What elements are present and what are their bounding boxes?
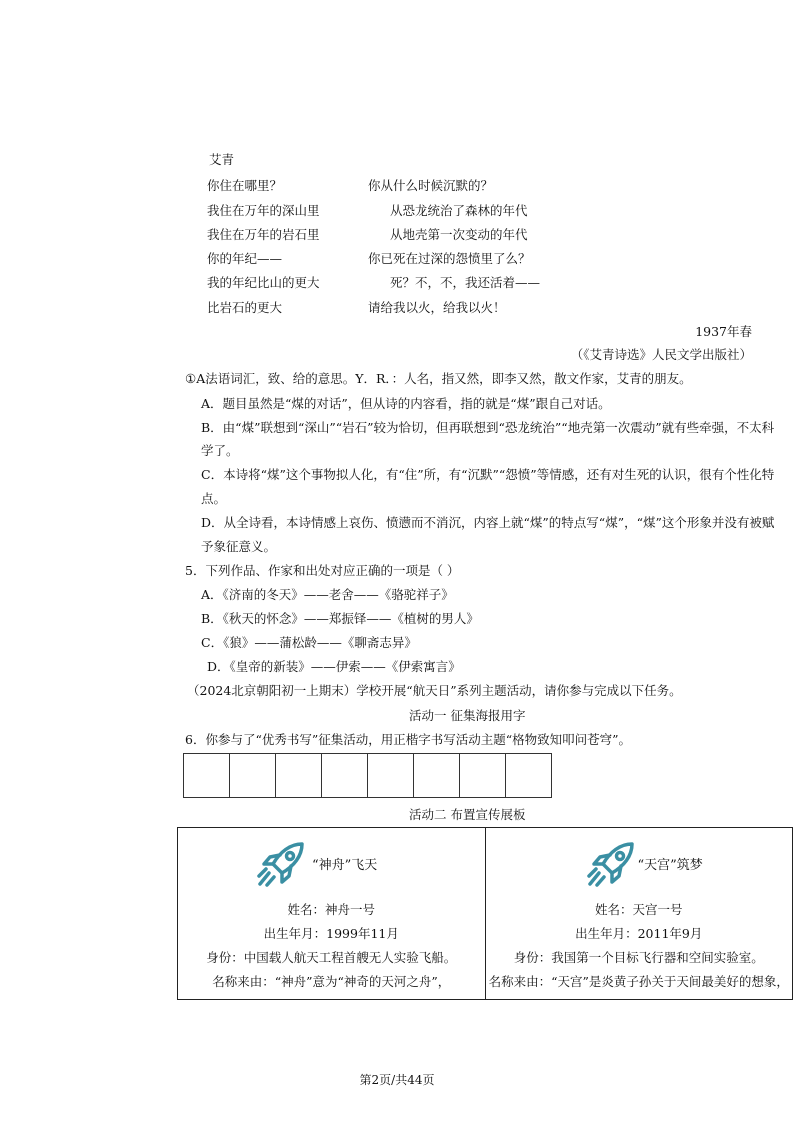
option-text: 予象征意义。 bbox=[201, 539, 277, 554]
panel-name: 姓名：天宫一号 bbox=[594, 902, 683, 917]
writing-grid bbox=[183, 753, 552, 798]
activity-1-heading: 活动一 征集海报用字 bbox=[409, 708, 526, 723]
panel-name: 姓名：神舟一号 bbox=[287, 902, 375, 917]
option-text: 点。 bbox=[201, 491, 227, 506]
poem-right-line: 你已死在过深的怨愤里了么？ bbox=[368, 251, 531, 266]
panel-shenzhou bbox=[178, 828, 486, 999]
option-text: B．《秋天的怀念》——郑振铎——《植树的男人》 bbox=[201, 611, 479, 626]
writing-cell[interactable] bbox=[506, 754, 551, 797]
poem-right-line: 你从什么时候沉默的？ bbox=[368, 178, 494, 193]
poem-date: 1937年春 bbox=[695, 324, 752, 339]
poem-left-line: 我住在万年的岩石里 bbox=[207, 227, 320, 242]
panel-identity: 身份：中国载人航天工程首艘无人实验飞船。 bbox=[206, 950, 457, 965]
poem-left-line: 你的年纪—— bbox=[207, 251, 283, 266]
poem-right-line: 从地壳第一次变动的年代 bbox=[390, 227, 528, 242]
poem-left-line: 我住在万年的深山里 bbox=[207, 203, 320, 218]
panel-origin: 名称来由：“神舟”意为“神奇的天河之舟”， bbox=[212, 974, 451, 989]
option-text: B．由“煤”联想到“深山”“岩石”较为恰切，但再联想到“恐龙统治”“地壳第一次震动”就有些牵强，不太科 bbox=[201, 420, 775, 435]
poem-source: （《艾青诗选》人民文学出版社） bbox=[570, 347, 752, 362]
option-text: C．《狼》——蒲松龄——《聊斋志异》 bbox=[201, 635, 417, 650]
poem-left-line: 你住在哪里？ bbox=[207, 178, 283, 193]
writing-cell[interactable] bbox=[276, 754, 322, 797]
question-5-stem: 5．下列作品、作家和出处对应正确的一项是（ ） bbox=[185, 563, 460, 578]
panel-tiangong bbox=[486, 828, 793, 999]
writing-cell[interactable] bbox=[368, 754, 414, 797]
panel-birth: 出生年月：1999年11月 bbox=[263, 926, 399, 941]
panel-origin: 名称来由：“天宫”是炎黄子孙关于天间最美好的想象， bbox=[488, 974, 789, 989]
poem-right-line: 死？不，不，我还活着—— bbox=[390, 275, 541, 290]
panel-title: “天宫”筑梦 bbox=[637, 858, 703, 873]
option-text: D．《皇帝的新装》——伊索——《伊索寓言》 bbox=[207, 659, 461, 674]
writing-cell[interactable] bbox=[184, 754, 230, 797]
panel-identity: 身份：我国第一个目标飞行器和空间实验室。 bbox=[513, 950, 764, 965]
writing-cell[interactable] bbox=[322, 754, 368, 797]
footnote: ①A法语词汇，致、给的意思。Y．R．：人名，指又然，即李又然，散文作家，艾青的朋友。 bbox=[185, 371, 692, 386]
rocket-icon bbox=[256, 840, 308, 888]
poem-left-line: 比岩石的更大 bbox=[207, 300, 283, 315]
option-text: 学了。 bbox=[201, 443, 239, 458]
poem-right-line: 从恐龙统治了森林的年代 bbox=[390, 203, 528, 218]
rocket-icon bbox=[586, 840, 638, 888]
poem-left-line: 我的年纪比山的更大 bbox=[207, 275, 320, 290]
option-text: D．从全诗看，本诗情感上哀伤、愤懑而不消沉，内容上就“煤”的特点写“煤”，“煤”这个形象并没有被赋 bbox=[201, 515, 775, 530]
poem-right-line: 请给我以火，给我以火！ bbox=[368, 300, 506, 315]
page-footer: 第2页/共44页 bbox=[359, 1073, 435, 1087]
option-text: A．题目虽然是“煤的对话”，但从诗的内容看，指的就是“煤”跟自己对话。 bbox=[201, 396, 611, 411]
activity-2-heading: 活动二 布置宣传展板 bbox=[409, 807, 526, 822]
section-intro: （2024北京朝阳初一上期末）学校开展“航天日”系列主题活动，请你参与完成以下任务。 bbox=[187, 683, 682, 698]
option-text: A．《济南的冬天》——老舍——《骆驼祥子》 bbox=[201, 587, 454, 602]
option-text: C．本诗将“煤”这个事物拟人化，有“住”所，有“沉默”“怨愤”等情感，还有对生死的认识，很有个性化特 bbox=[201, 467, 775, 482]
writing-cell[interactable] bbox=[460, 754, 506, 797]
poem-author: 艾青 bbox=[209, 152, 235, 167]
writing-cell[interactable] bbox=[414, 754, 460, 797]
writing-cell[interactable] bbox=[230, 754, 276, 797]
question-6-stem: 6．你参与了“优秀书写”征集活动，用正楷字书写活动主题“格物致知叩问苍穹”。 bbox=[185, 732, 632, 747]
display-board bbox=[177, 827, 793, 1000]
panel-birth: 出生年月：2011年9月 bbox=[575, 926, 703, 941]
panel-title: “神舟”飞天 bbox=[312, 858, 378, 873]
